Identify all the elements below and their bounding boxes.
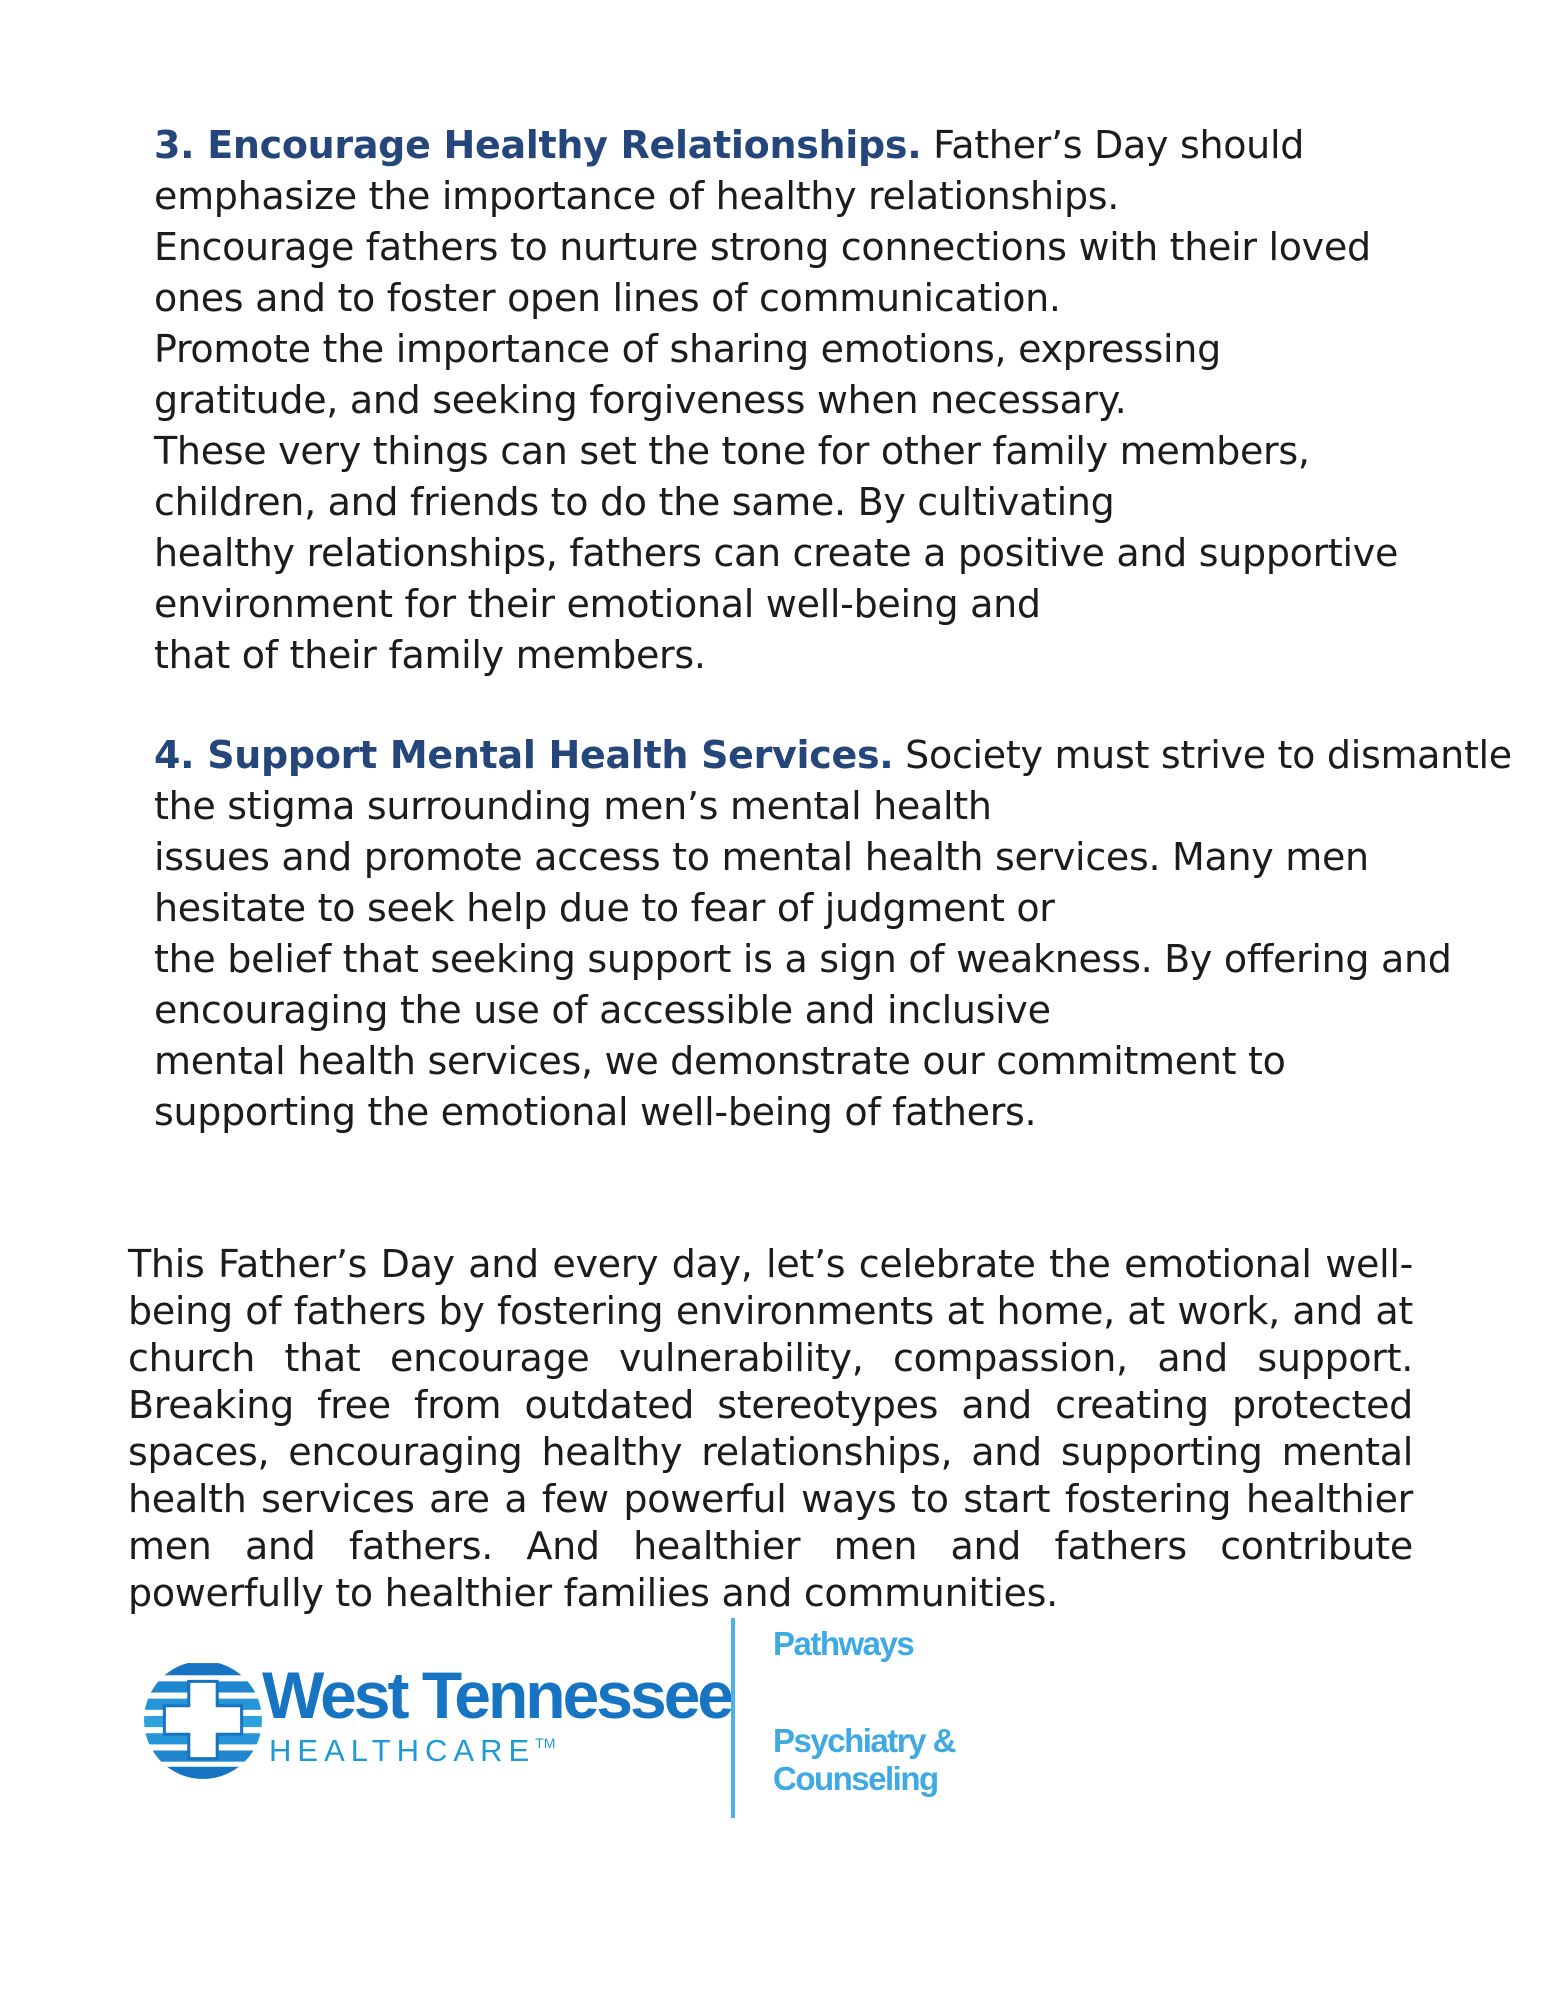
- section-encourage-healthy-relationships: [154, 120, 1414, 681]
- medical-cross-emblem-icon: [142, 1659, 264, 1781]
- logo-name: West Tennessee: [262, 1658, 732, 1732]
- item3-line: environment for their emotional well-being and: [154, 582, 1041, 626]
- item4-line: mental health services, we demonstrate our commitment to: [154, 1039, 1286, 1083]
- counseling-label: Counseling: [773, 1760, 938, 1797]
- item4-line: issues and promote access to mental health services. Many men: [154, 835, 1369, 879]
- section-support-mental-health-services: [154, 730, 1512, 1138]
- item4-line: hesitate to seek help due to fear of judgment or: [154, 886, 1055, 930]
- item4-line: the belief that seeking support is a sign of weakness. By offering and: [154, 937, 1452, 981]
- item3-heading: 3. Encourage Healthy Relationships.: [154, 123, 922, 167]
- logo-divider: [731, 1618, 735, 1818]
- item3-line: Encourage fathers to nurture strong connections with their loved: [154, 225, 1371, 269]
- item4-first-line-text: Society must strive to dismantle: [893, 733, 1512, 777]
- logo-subtitle: [269, 1733, 555, 1769]
- closing-paragraph: This Father’s Day and every day, let’s celebrate the emotional well-being of fathers by fostering environments at home, at work, and at church that encourage vulnerability, compassion, and support. Breaking free from outdated stereotypes and creating protected spaces, encouraging healthy relationships, and supporting mental health services are a few powerful ways to start fostering healthier men and fathers. And healthier men and fathers contribute powerfully to healthier families and communities.: [128, 1242, 1413, 1615]
- item3-line: gratitude, and seeking forgiveness when necessary.: [154, 378, 1127, 422]
- psychiatry-counseling-label: [773, 1722, 955, 1798]
- item3-line: Promote the importance of sharing emotions, expressing: [154, 327, 1221, 371]
- item3-line: children, and friends to do the same. By cultivating: [154, 480, 1115, 524]
- item4-heading: 4. Support Mental Health Services.: [154, 733, 894, 777]
- item3-line: that of their family members.: [154, 633, 706, 677]
- pathways-label: Pathways: [773, 1625, 914, 1662]
- item4-line: supporting the emotional well-being of fathers.: [154, 1090, 1037, 1134]
- trademark-mark: TM: [535, 1735, 556, 1751]
- logo-subtitle-text: HEALTHCARE: [269, 1733, 536, 1768]
- item3-first-line-text: Father’s Day should: [921, 123, 1305, 167]
- item4-line: encouraging the use of accessible and inclusive: [154, 988, 1051, 1032]
- item3-first-line: [154, 120, 1414, 171]
- psychiatry-label: Psychiatry &: [773, 1722, 955, 1759]
- west-tennessee-healthcare-logo: [142, 1655, 732, 1785]
- item3-line: ones and to foster open lines of communication.: [154, 276, 1061, 320]
- item4-line: the stigma surrounding men’s mental health: [154, 784, 992, 828]
- item3-line: healthy relationships, fathers can create a positive and supportive: [154, 531, 1399, 575]
- item4-first-line: [154, 730, 1512, 781]
- item3-line: These very things can set the tone for other family members,: [154, 429, 1310, 473]
- item3-line: emphasize the importance of healthy relationships.: [154, 174, 1120, 218]
